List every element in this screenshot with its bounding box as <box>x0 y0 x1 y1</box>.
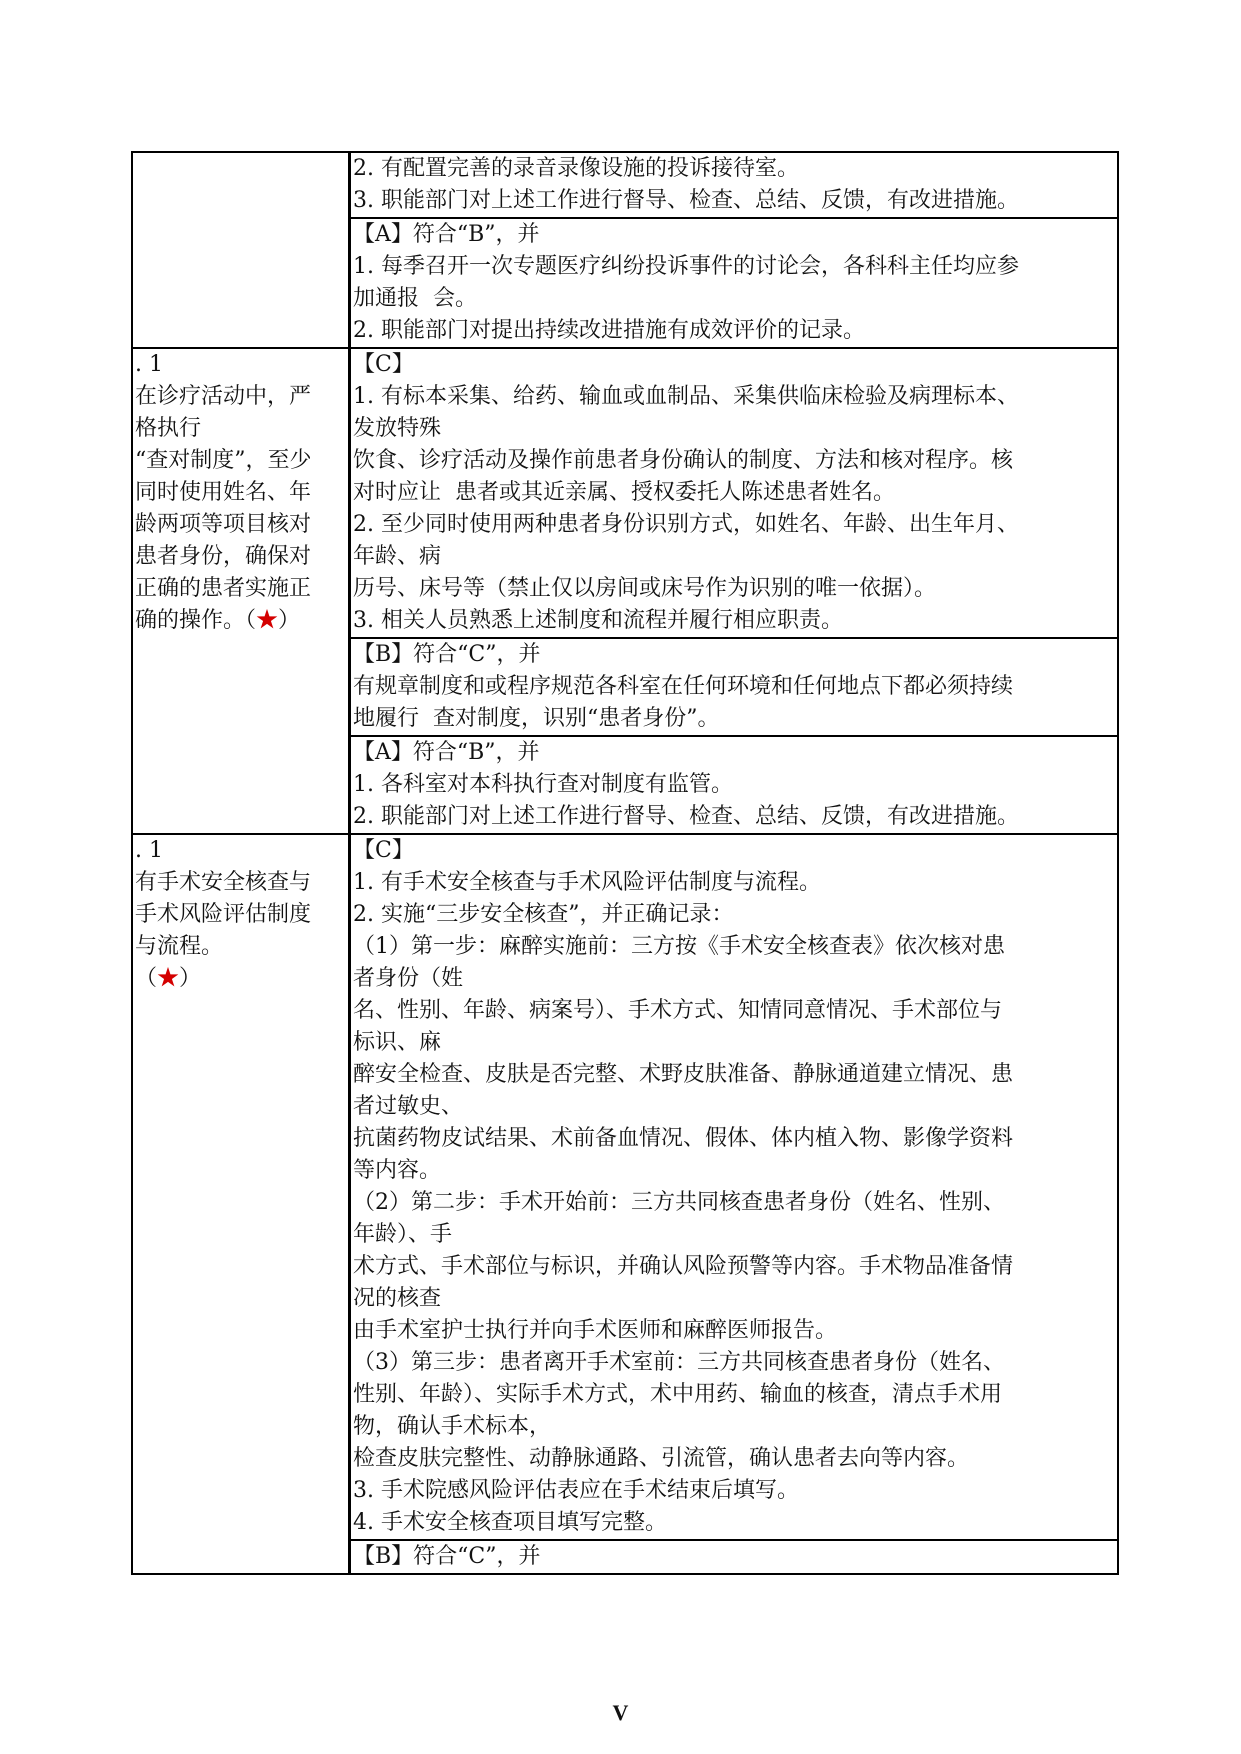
standard-line: 2. 至少同时使用两种患者身份识别方式，如姓名、年龄、出生年月、 <box>353 512 1019 537</box>
standard-line: （1）第一步：麻醉实施前：三方按《手术安全核查表》依次核对患 <box>353 934 1005 959</box>
standard-line: 饮食、诊疗活动及操作前患者身份确认的制度、方法和核对程序。核 <box>353 448 1014 473</box>
item-line <box>135 963 346 995</box>
item-line <box>135 867 346 899</box>
standard-line: 2. 有配置完善的录音录像设施的投诉接待室。 <box>353 156 799 181</box>
standard-line: 检查皮肤完整性、动静脉通路、引流管，确认患者去向等内容。 <box>353 1446 970 1471</box>
item-line-close: ） <box>278 608 301 633</box>
star-icon: ★ <box>256 608 279 633</box>
table-row <box>132 348 1118 638</box>
item-line-text: 格执行 <box>135 416 202 441</box>
standard-line: 况的核查 <box>353 1286 442 1311</box>
standard-cell <box>350 736 1119 834</box>
standard-line: 者身份（姓 <box>353 966 464 991</box>
item-line-text: 有手术安全核查与 <box>135 870 312 895</box>
standard-line: 醉安全检查、皮肤是否完整、术野皮肤准备、静脉通道建立情况、患 <box>353 1062 1014 1087</box>
standard-cell <box>350 348 1119 638</box>
item-line-text: . 1 <box>135 838 163 863</box>
item-line-close: ） <box>179 966 202 991</box>
standard-line: 年龄）、手 <box>353 1222 453 1247</box>
item-line <box>135 477 346 509</box>
item-line <box>135 541 346 573</box>
standard-line: 1. 每季召开一次专题医疗纠纷投诉事件的讨论会，各科科主任均应参 <box>353 254 1019 279</box>
item-line-text: 同时使用姓名、年 <box>135 480 312 505</box>
standard-line: 物，确认手术标本， <box>353 1414 552 1439</box>
standard-line: 4. 手术安全核查项目填写完整。 <box>353 1510 667 1535</box>
standard-line: 1. 各科室对本科执行查对制度有监管。 <box>353 772 733 797</box>
table-row <box>132 152 1118 218</box>
standard-line: 1. 有标本采集、给药、输血或血制品、采集供临床检验及病理标本、 <box>353 384 1019 409</box>
standard-line: 标识、麻 <box>353 1030 442 1055</box>
standard-line: 【B】符合“C”，并 <box>353 1544 541 1569</box>
item-line-text: “查对制度”，至少 <box>135 448 312 473</box>
item-cell <box>132 152 350 348</box>
item-line-text: 龄两项等项目核对 <box>135 512 312 537</box>
item-line-text: 与流程。 <box>135 934 224 959</box>
item-line-text: . 1 <box>135 352 163 377</box>
standard-line: 者过敏史、 <box>353 1094 464 1119</box>
item-line <box>135 445 346 477</box>
standard-line: 3. 手术院感风险评估表应在手术结束后填写。 <box>353 1478 799 1503</box>
standard-cell <box>350 638 1119 736</box>
item-line <box>135 605 346 637</box>
item-line <box>135 899 346 931</box>
standard-line: 2. 职能部门对上述工作进行督导、检查、总结、反馈，有改进措施。 <box>353 804 1019 829</box>
star-icon: ★ <box>157 966 180 991</box>
standard-line: 3. 相关人员熟悉上述制度和流程并履行相应职责。 <box>353 608 843 633</box>
standard-line: 【C】 <box>353 352 414 377</box>
item-line <box>135 509 346 541</box>
standard-cell <box>350 834 1119 1540</box>
standard-line: 有规章制度和或程序规范各科室在任何环境和任何地点下都必须持续 <box>353 674 1014 699</box>
standard-line: 加通报 会。 <box>353 286 477 311</box>
standard-line: 历号、床号等（禁止仅以房间或床号作为识别的唯一依据）。 <box>353 576 937 601</box>
item-cell <box>132 348 350 834</box>
standard-line: 对时应让 患者或其近亲属、授权委托人陈述患者姓名。 <box>353 480 895 505</box>
standard-line: 【A】符合“B”，并 <box>353 222 540 247</box>
standard-line: 2. 实施“三步安全核查”，并正确记录： <box>353 902 734 927</box>
item-line <box>135 573 346 605</box>
standard-cell <box>350 1540 1119 1574</box>
item-line-text: 正确的患者实施正 <box>135 576 312 601</box>
standard-line: （2）第二步：手术开始前：三方共同核查患者身份（姓名、性别、 <box>353 1190 1005 1215</box>
item-line-text: （ <box>135 966 158 991</box>
standard-line: 性别、年龄）、实际手术方式，术中用药、输血的核查，清点手术用 <box>353 1382 1003 1407</box>
item-line-text: 在诊疗活动中，严 <box>135 384 312 409</box>
item-line <box>135 931 346 963</box>
standard-line: 抗菌药物皮试结果、术前备血情况、假体、体内植入物、影像学资料 <box>353 1126 1014 1151</box>
item-line-text: 患者身份，确保对 <box>135 544 312 569</box>
standard-line: 年龄、病 <box>353 544 442 569</box>
item-line <box>135 349 346 381</box>
table-row <box>132 834 1118 1540</box>
standard-line: 2. 职能部门对提出持续改进措施有成效评价的记录。 <box>353 318 865 343</box>
item-line-text: 确的操作。（ <box>135 608 257 633</box>
standard-line: 由手术室护士执行并向手术医师和麻醉医师报告。 <box>353 1318 838 1343</box>
standard-cell <box>350 152 1119 218</box>
item-line <box>135 413 346 445</box>
standards-table <box>131 151 1119 1575</box>
standard-line: 【B】符合“C”，并 <box>353 642 541 667</box>
standard-line: 3. 职能部门对上述工作进行督导、检查、总结、反馈，有改进措施。 <box>353 188 1019 213</box>
standard-cell <box>350 218 1119 348</box>
standard-line: 术方式、手术部位与标识，并确认风险预警等内容。手术物品准备情 <box>353 1254 1014 1279</box>
standard-line: 发放特殊 <box>353 416 442 441</box>
item-line <box>135 835 346 867</box>
item-cell <box>132 834 350 1574</box>
item-line <box>135 381 346 413</box>
standard-line: 等内容。 <box>353 1158 442 1183</box>
standard-line: 名、性别、年龄、病案号）、手术方式、知情同意情况、手术部位与 <box>353 998 1003 1023</box>
page-number: V <box>612 1700 629 1725</box>
standard-line: 【C】 <box>353 838 414 863</box>
standard-line: 1. 有手术安全核查与手术风险评估制度与流程。 <box>353 870 821 895</box>
standard-line: （3）第三步：患者离开手术室前：三方共同核查患者身份（姓名、 <box>353 1350 1005 1375</box>
standard-line: 【A】符合“B”，并 <box>353 740 540 765</box>
standard-line: 地履行 查对制度，识别“患者身份”。 <box>353 706 720 731</box>
item-line-text: 手术风险评估制度 <box>135 902 312 927</box>
